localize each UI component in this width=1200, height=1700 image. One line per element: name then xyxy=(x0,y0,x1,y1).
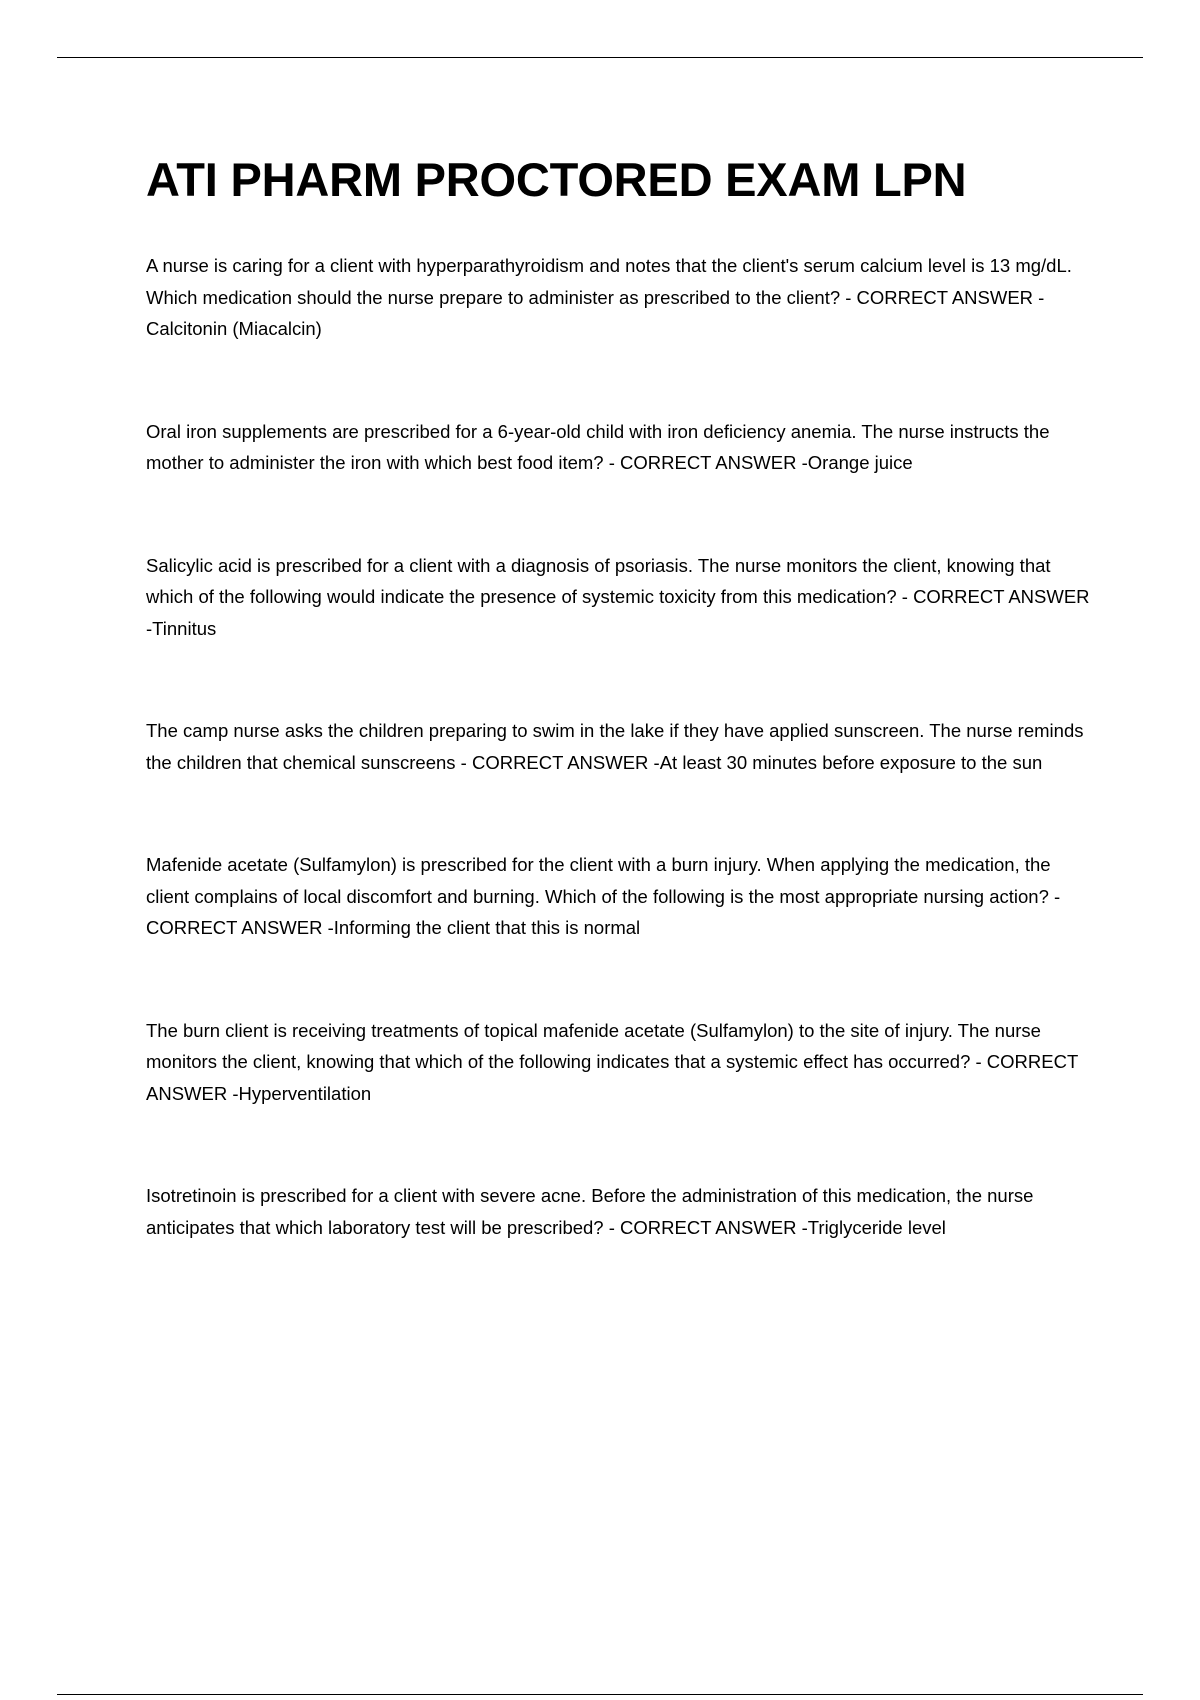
question-item: Oral iron supplements are prescribed for a 6-year-old child with iron deficiency anemia. The nurse instructs the mother to administer the iron with which best food item? - CORRECT ANSWER -Orange juice xyxy=(146,420,1050,473)
question-item: The camp nurse asks the children preparing to swim in the lake if they have applied sunscreen. The nurse reminds the children that chemical sunscreens - CORRECT ANSWER -At least 30 minutes before exposure to the sun xyxy=(146,720,1084,773)
question-item: Mafenide acetate (Sulfamylon) is prescribed for the client with a burn injury. When applying the medication, the client complains of local discomfort and burning. Which of the following is the most appropriate nursing action? - CORRECT ANSWER -Informing the client that this is normal xyxy=(146,854,1061,938)
document-body xyxy=(146,148,1096,1314)
footer-rule xyxy=(57,1694,1143,1695)
question-item: Salicylic acid is prescribed for a client with a diagnosis of psoriasis. The nurse monitors the client, knowing that which of the following would indicate the presence of systemic toxicity from this medication? - CORRECT ANSWER -Tinnitus xyxy=(146,554,1090,639)
question-list xyxy=(146,250,1096,1243)
question-item: The burn client is receiving treatments of topical mafenide acetate (Sulfamylon) to the site of injury. The nurse monitors the client, knowing that which of the following indicates that a systemic effect has occurred? - CORRECT ANSWER -Hyperventilation xyxy=(146,1019,1078,1104)
question-item: A nurse is caring for a client with hyperparathyroidism and notes that the client's serum calcium level is 13 mg/dL. Which medication should the nurse prepare to administer as prescribed to the client? - CORRECT ANSWER -Calcitonin (Miacalcin) xyxy=(146,255,1072,339)
question-item: Isotretinoin is prescribed for a client with severe acne. Before the administration of this medication, the nurse anticipates that which laboratory test will be prescribed? - CORRECT ANSWER -Triglyceride level xyxy=(146,1185,1034,1238)
document-title: ATI PHARM PROCTORED EXAM LPN xyxy=(146,153,967,206)
header-rule xyxy=(57,57,1143,58)
